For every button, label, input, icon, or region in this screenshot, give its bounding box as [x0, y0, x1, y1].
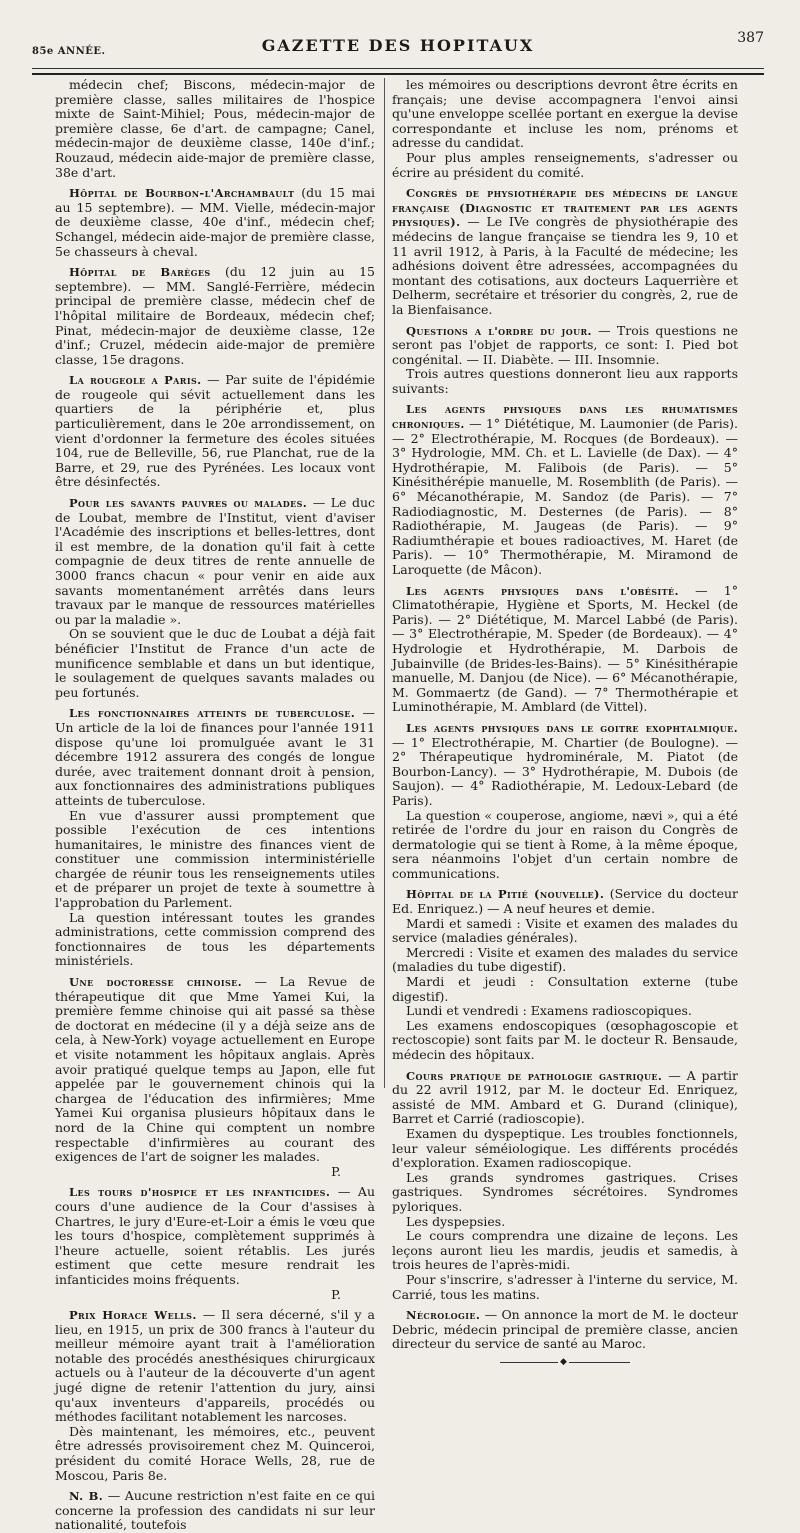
end-ornament-rule [500, 1362, 630, 1369]
section-heading: N. B. [69, 1489, 104, 1504]
article-paragraph [55, 78, 375, 180]
header-rule [32, 68, 764, 69]
paragraph-text: Examen du dyspeptique. Les troubles fonctionnels, leur valeur séméiologique. Les différents procédés d'exploration. Examen radioscopique. [392, 1125, 738, 1171]
paragraph-text: Pour s'inscrire, s'adresser à l'interne du service, M. Carrié, tous les matins. [392, 1271, 738, 1302]
article-paragraph [392, 151, 738, 180]
article-paragraph [55, 373, 375, 490]
article-paragraph [392, 324, 738, 368]
paragraph-text: Les grands syndromes gastriques. Crises gastriques. Syndromes sécrétoires. Syndromes pyloriques. [392, 1169, 738, 1214]
article-paragraph [55, 911, 375, 969]
paragraph-text: médecin chef; Biscons, médecin-major de première classe, salles militaires de l'hospice mixte de Saint-Mihiel; Pous, médecin-major de première classe, 6e d'art. de campagne; Canel, médecin-major de deuxième classe, 140e d'inf.; Rouzaud, médecin aide-major de première classe, 38e d'art. [55, 77, 375, 180]
article-paragraph [392, 975, 738, 1004]
section-heading: La rougeole a Paris. [69, 373, 202, 388]
article-paragraph [55, 496, 375, 627]
article-paragraph [55, 265, 375, 367]
paragraph-text: — Le duc de Loubat, membre de l'Institut, vient d'aviser l'Académie des inscriptions et belles-lettres, dont il est membre, de la donation qu'il fait à cette compagnie de deux titres de rente annuelle de 3000 francs chacun « pour venir en aide aux savants momentanément arrêtés dans leurs travaux par le manque de ressources matérielles ou par la maladie ». [55, 495, 376, 627]
article-paragraph [392, 1171, 738, 1215]
paragraph-text: On se souvient que le duc de Loubat a déjà fait bénéficier l'Institut de France d'un acte de munificence semblable et dans un but identique, le soulagement de quelques savants malades ou peu fortunés. [55, 626, 375, 700]
page-number: 387 [737, 30, 764, 46]
paragraph-text: — Un article de la loi de finances pour l'année 1911 dispose qu'une loi promulguée avant le 31 décembre 1912 assurera des congés de longue durée, avec traitement donnant droit à pension, aux fonctionnaires des administrations publiques atteints de tuberculose. [55, 705, 375, 808]
article-paragraph [392, 584, 738, 715]
paragraph-text: Lundi et vendredi : Examens radioscopiques. [406, 1003, 692, 1019]
paragraph-text: — Trois questions ne seront pas l'objet de rapports, ce sont: I. Pied bot congénital. — II. Diabète. — III. Insomnie. [392, 322, 738, 367]
paragraph-text: — On annonce la mort de M. le docteur Debric, médecin principal de première classe, ancien directeur du service de santé au Maroc. [392, 1307, 738, 1352]
section-heading: Les agents physiques dans le goitre exophtalmique. [406, 720, 738, 735]
paragraph-text: — 1° Diététique, M. Laumonier (de Paris). — 2° Electrothérapie, M. Rocques (de Bordeaux). — 3° Hydrologie, MM. Ch. et L. Lavielle (de Dax). — 4° Hydrothérapie, M. Falibois (de Paris). — 5° Kinésithérépie manuelle, M. Rosemblith (de Paris). — 6° Mécanothérapie, M. Sandoz (de Paris). — 7° Radiodiagnostic, M. Desternes (de Paris). — 8° Radiothérapie, M. Jaugeas (de Paris). — 9° Radiumthérapie et boues radioactives, M. Haret (de Paris). — 10° Thermothérapie, M. Miramond de Laroquette (de Mâcon). [392, 416, 738, 577]
paragraph-text: — Il sera décerné, s'il y a lieu, en 1915, un prix de 300 francs à l'auteur du meilleur mémoire ayant trait à l'amélioration notable des procédés anesthésiques chirurgicaux actuels ou à l'auteur de la découverte d'un agent jugé digne de retenir l'attention du jury, ainsi qu'aux inventeurs d'appareils, procédés ou méthodes facilitant notablement les narcoses. [55, 1307, 375, 1425]
paragraph-text: En vue d'assurer aussi promptement que possible l'exécution de ces intentions humanitaires, le ministre des finances vient de constituer une commission interministérielle chargée de réunir tous les renseignements utiles et de préparer un projet de texte à soumettre à l'approbation du Parlement. [55, 807, 375, 911]
signature [55, 1165, 375, 1180]
paragraph-text: (du 12 juin au 15 septembre). — MM. Sanglé-Ferrière, médecin principal de première classe, médecin chef de l'hôpital militaire de Bordeaux, médecin chef; Pinat, médecin-major de deuxième classe, 12e d'inf.; Cruzel, médecin aide-major de première classe, 15e dragons. [55, 264, 376, 367]
paragraph-text: Le cours comprendra une dizaine de leçons. Les leçons auront lieu les mardis, jeudis et samedis, à trois heures de l'après-midi. [392, 1228, 738, 1273]
paragraph-text: — Aucune restriction n'est faite en ce qui concerne la profession des candidats ni sur leur nationalité, toutefois [55, 1488, 375, 1533]
column-divider [384, 78, 385, 1088]
article-paragraph [55, 975, 375, 1165]
paragraph-text: Pour plus amples renseignements, s'adresser ou écrire au président du comité. [392, 149, 738, 180]
paragraph-text: — 1° Climatothérapie, Hygiène et Sports, M. Heckel (de Paris). — 2° Diététique, M. Marcel Labbé (de Paris). — 3° Electrothérapie, M. Speder (de Bordeaux). — 4° Hydrologie et Hydrothérapie, M. Darbois de Jubainville (de Brides-les-Bains). — 5° Kinésithérapie manuelle, M. Danjou (de Nice). — 6° Mécanothérapie, M. Gommaertz (de Gand). — 7° Thermothérapie et Luminothérapie, M. Amblard (de Vittel). [392, 582, 738, 715]
article-paragraph [55, 809, 375, 911]
article-paragraph [392, 1273, 738, 1302]
article-paragraph [392, 1004, 738, 1019]
article-paragraph [392, 1019, 738, 1063]
paragraph-text: La question intéressant toutes les grandes administrations, cette commission comprend des fonctionnaires de tous les départements ministériels. [55, 909, 375, 969]
paragraph-text: — Au cours d'une audience de la Cour d'assises à Chartres, le jury d'Eure-et-Loir a émis le vœu que les tours d'hospice, complètement supprimés à l'heure actuelle, soient rétablis. Les jurés estiment que cette mesure rendrait les infanticides moins fréquents. [55, 1184, 375, 1287]
article-paragraph [392, 887, 738, 916]
article-paragraph [392, 78, 738, 151]
journal-title: GAZETTE DES HOPITAUX [261, 36, 535, 55]
article-paragraph [392, 721, 738, 809]
section-heading: Congrès de physiothérapie des médecins de langue française (Diagnostic et traitement par les agents physiques). [392, 186, 738, 230]
article-paragraph [55, 627, 375, 700]
paragraph-text: Mardi et samedi : Visite et examen des malades du service (maladies générales). [392, 915, 738, 946]
paragraph-text: P. [331, 1286, 341, 1302]
paragraph-text: Les examens endoscopiques (œsophagoscopie et rectoscopie) sont faits par M. le docteur R. Bensaude, médecin des hôpitaux. [392, 1017, 738, 1062]
header-double-rule [32, 73, 764, 75]
section-heading: Les agents physiques dans l'obésité. [406, 583, 679, 598]
paragraph-text: La question « couperose, angiome, nævi », qui a été retirée de l'ordre du jour en raison du Congrès de dermatologie qui se tient à Rome, à la même époque, sera néanmoins l'objet d'un certain nombre de communications. [392, 807, 738, 881]
page-header [32, 28, 764, 72]
article-paragraph [55, 1185, 375, 1287]
article-paragraph [55, 186, 375, 259]
paragraph-text: — La Revue de thérapeutique dit que Mme Yamei Kui, la première femme chinoise qui ait passé sa thèse de doctorat en médecine (il y a déjà seize ans de cela, à New-York) voyage actuellement en Europe et visite notamment les hôpitaux anglais. Après avoir pratiqué quelque temps au Japon, elle fut appelée par le gouvernement chinois qui la chargea de l'éducation des infirmières; Mme Yamei Kui organisa plusieurs hôpitaux dans le nord de la Chine qui comptent un nombre respectable d'infirmières au courant des exigences de l'art de soigner les malades. [55, 974, 375, 1165]
article-paragraph [392, 917, 738, 946]
paragraph-text: Mardi et jeudi : Consultation externe (tube digestif). [392, 974, 738, 1004]
paragraph-text: — Le IVe congrès de physiothérapie des médecins de langue française se tiendra les 9, 10 et 11 avril 1912, à Paris, à la Faculté de médecine; les adhésions doivent être adressées, accompagnées du montant des cotisations, aux docteurs Laquerrière et Delherm, secrétaire et trésorier du congrès, 2, rue de la Bienfaisance. [392, 214, 738, 317]
article-paragraph [392, 1069, 738, 1127]
article-paragraph [392, 946, 738, 975]
section-heading: Hôpital de la Pitié (nouvelle). [406, 887, 605, 902]
paragraph-text: Mercredi : Visite et examen des malades du service (maladies du tube digestif). [392, 944, 738, 975]
section-heading: Hôpital de Barèges [69, 265, 211, 280]
article-paragraph [392, 809, 738, 882]
edition-label: 85e ANNÉE. [32, 46, 106, 57]
article-paragraph [55, 1425, 375, 1483]
section-heading: Questions a l'ordre du jour. [406, 323, 592, 338]
section-heading: Hôpital de Bourbon-l'Archambault [69, 186, 295, 201]
article-paragraph [392, 367, 738, 396]
signature [55, 1288, 375, 1303]
article-paragraph [55, 1308, 375, 1425]
section-heading: Pour les savants pauvres ou malades. [69, 496, 308, 511]
section-heading: Les fonctionnaires atteints de tuberculose. [69, 706, 356, 721]
article-paragraph [392, 402, 738, 577]
paragraph-text: — 1° Electrothérapie, M. Chartier (de Boulogne). — 2° Thérapeutique hydrominérale, M. Piatot (de Bourbon-Lancy). — 3° Hydrothérapie, M. Dubois (de Saujon). — 4° Radiothérapie, M. Ledoux-Lebard (de Paris). [392, 734, 738, 808]
section-heading: Les tours d'hospice et les infanticides. [69, 1185, 331, 1200]
article-paragraph [55, 706, 375, 808]
paragraph-text: (du 15 mai au 15 septembre). — MM. Vielle, médecin-major de deuxième classe, 40e d'inf., médecin chef; Schangel, médecin aide-major de première classe, 5e chasseurs à cheval. [55, 185, 375, 259]
paragraph-text: P. [331, 1163, 341, 1179]
article-paragraph [392, 1229, 738, 1273]
paragraph-text: Les dyspepsies. [406, 1213, 506, 1229]
article-paragraph [392, 1215, 738, 1230]
paragraph-text: — Par suite de l'épidémie de rougeole qui sévit actuellement dans les quartiers de la périphérie et, plus particulièrement, dans le 20e arrondissement, on vient d'ordonner la fermeture des écoles situées 104, rue de Belleville, 56, rue Planchat, rue de la Barre, et 29, rue des Pyrénées. Les locaux vont être désinfectés. [55, 372, 375, 490]
left-column [55, 78, 375, 1533]
article-paragraph [55, 1489, 375, 1533]
section-heading: Prix Horace Wells. [69, 1308, 197, 1323]
article-paragraph [392, 186, 738, 317]
paragraph-text: Dès maintenant, les mémoires, etc., peuvent être adressés provisoirement chez M. Quinceroi, président du comité Horace Wells, 28, rue de Moscou, Paris 8e. [55, 1423, 375, 1483]
section-heading: Cours pratique de pathologie gastrique. [406, 1068, 663, 1083]
paragraph-text: — A partir du 22 avril 1912, par M. le docteur Ed. Enriquez, assisté de MM. Ambard et G. Durand (clinique), Barret et Carrié (radioscopie). [392, 1067, 738, 1127]
paragraph-text: (Service du docteur Ed. Enriquez.) — A neuf heures et demie. [392, 886, 739, 917]
article-paragraph [392, 1308, 738, 1352]
paragraph-text: les mémoires ou descriptions devront être écrits en français; une devise accompagnera l'envoi ainsi qu'une enveloppe scellée portant en exergue la devise correspondante et incluse les nom, prénoms et adresse du candidat. [392, 77, 738, 151]
section-heading: Les agents physiques dans les rhumatismes chroniques. [392, 402, 738, 432]
paragraph-text: Trois autres questions donneront lieu aux rapports suivants: [392, 366, 738, 396]
section-heading: Une doctoresse chinoise. [69, 975, 243, 990]
article-paragraph [392, 1127, 738, 1171]
section-heading: Nécrologie. [406, 1308, 481, 1323]
right-column [392, 78, 738, 1369]
